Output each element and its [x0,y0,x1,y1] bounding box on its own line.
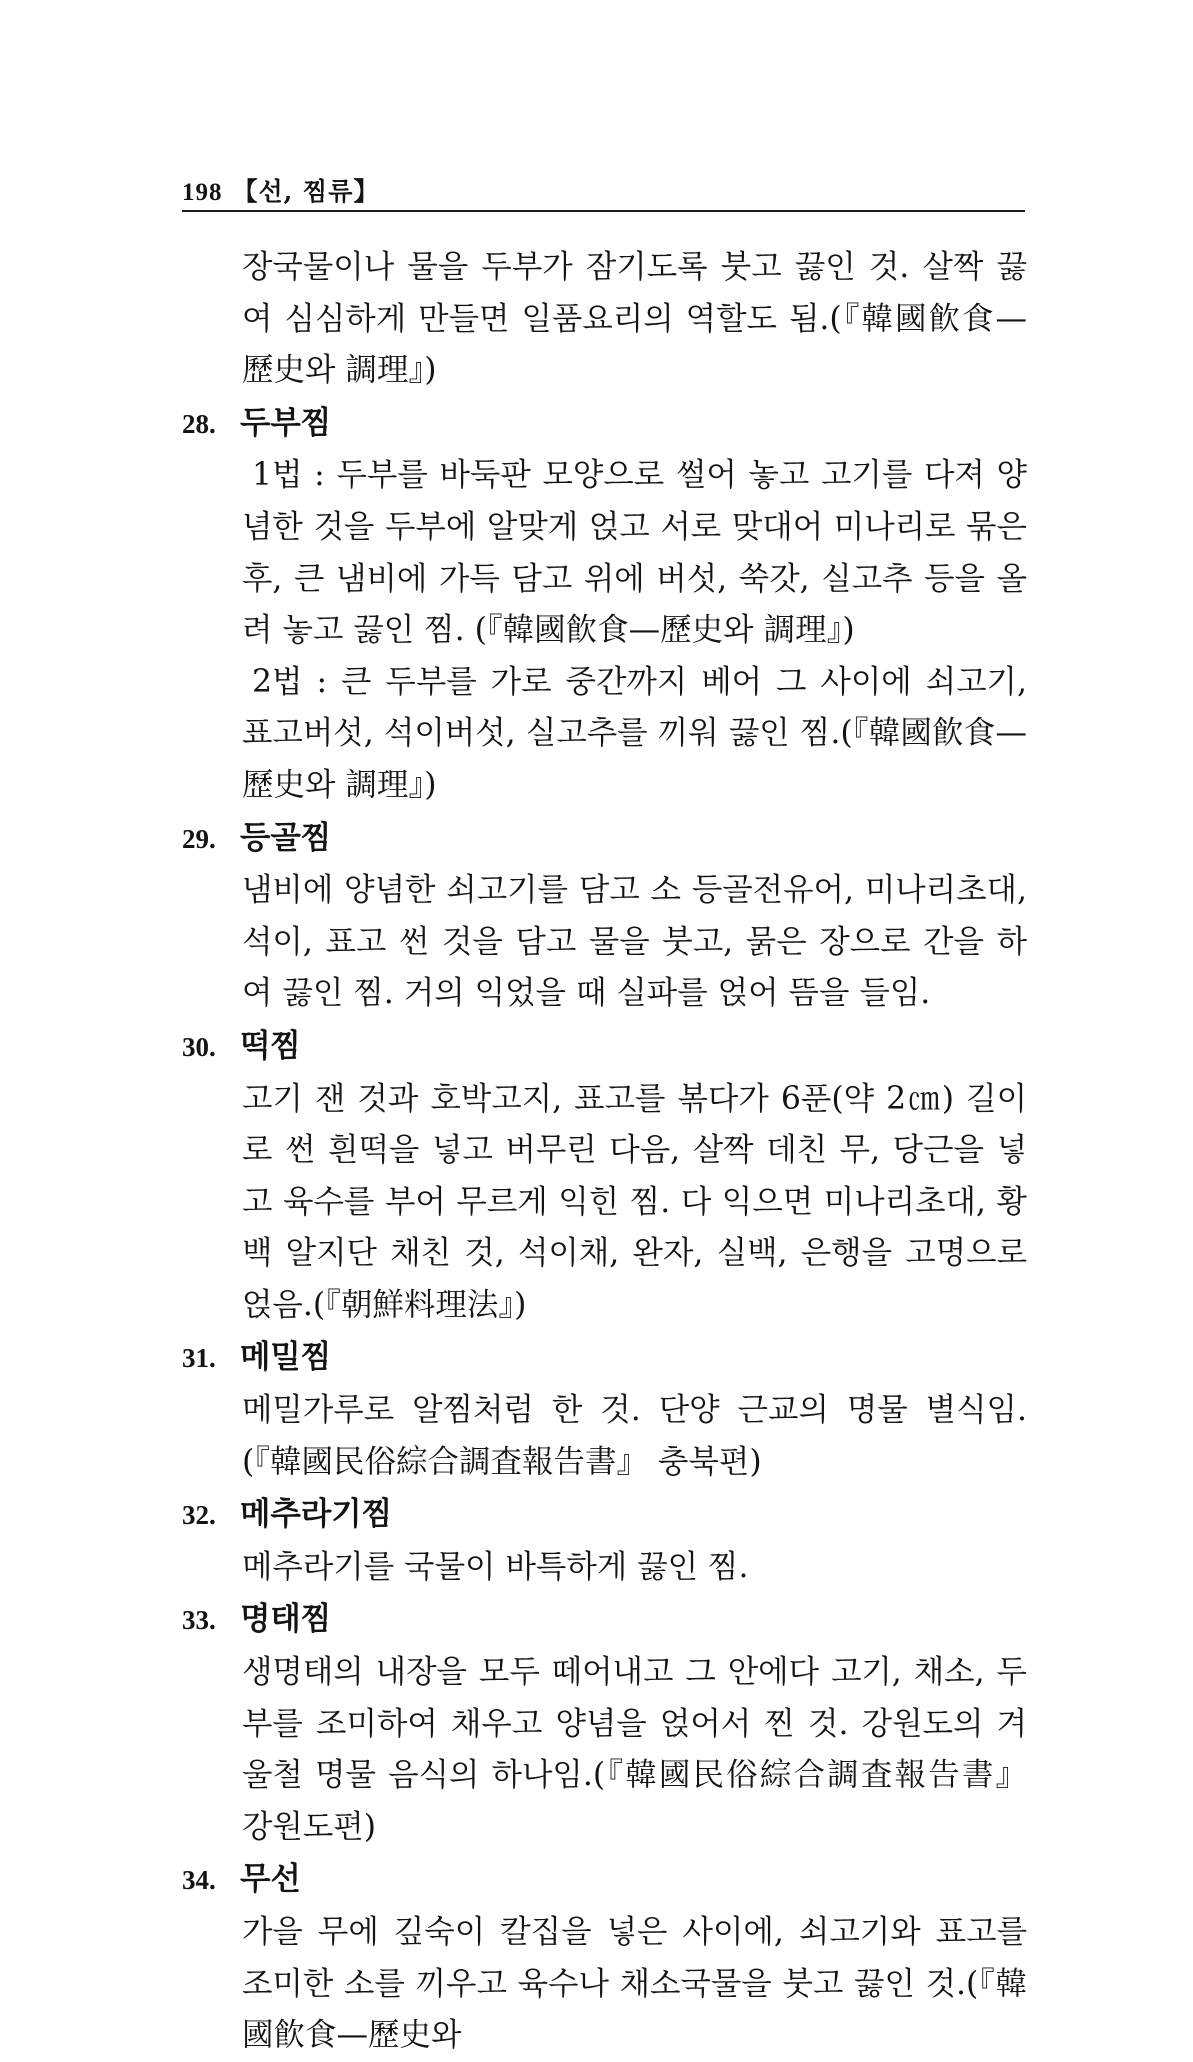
entry-title: 메추라기찜 [240,1495,393,1533]
continued-paragraph: 장국물이나 물을 두부가 잠기도록 붓고 끓인 것. 살짝 끓여 심심하게 만들면 일품요리의 역할도 됨.(『韓國飮食—歷史와 調理』) [242,249,1027,389]
entry-number: 28. [182,408,216,439]
entry-paragraph: 메밀가루로 알찜처럼 한 것. 단양 근교의 명물 별식임.(『韓國民俗綜合調査報告書』 충북편) [242,1392,1027,1480]
section-title: 【선, 찜류】 [232,177,380,206]
entry-number: 31. [182,1343,216,1374]
entry-31 [182,1331,1027,1488]
entry-heading [182,1331,1027,1385]
entry-paragraph-method-1: 1법 : 두부를 바둑판 모양으로 썰어 놓고 고기를 다져 양념한 것을 두부에 알맞게 얹고 서로 맞대어 미나리로 묶은 후, 큰 냄비에 가득 담고 위에 버섯, 쑥갓, 실고추 등을 올려 놓고 끓인 찜. (『韓國飮食—歷史와 調理』) [242,457,1027,649]
header-rule [182,210,1025,212]
entry-title: 무선 [240,1860,301,1898]
entry-number: 30. [182,1031,216,1062]
entry-number: 34. [182,1865,216,1896]
entry-paragraph: 메추라기를 국물이 바특하게 끓인 찜. [242,1548,749,1585]
entry-heading [182,1593,1027,1647]
entry-heading [182,1853,1027,1907]
entry-heading [182,1488,1027,1542]
page-number: 198 [182,179,223,206]
entry-heading [182,397,1027,451]
entry-title: 떡찜 [240,1026,301,1064]
entry-28 [182,397,1027,812]
entry-heading [182,812,1027,866]
entry-30 [182,1020,1027,1332]
entry-number: 29. [182,823,216,854]
entry-paragraph: 냄비에 양념한 쇠고기를 담고 소 등골전유어, 미나리초대, 석이, 표고 썬 것을 담고 물을 붓고, 묽은 장으로 간을 하여 끓인 찜. 거의 익었을 때 실파를 얹어 뜸을 들임. [242,872,1027,1012]
entry-number: 32. [182,1500,216,1531]
entry-paragraph: 생명태의 내장을 모두 떼어내고 그 안에다 고기, 채소, 두부를 조미하여 채우고 양념을 얹어서 찐 것. 강원도의 겨울철 명물 음식의 하나임.(『韓國民俗綜合調査報告書』 강원도편) [242,1654,1027,1845]
entry-29 [182,812,1027,1020]
entry-paragraph-method-2: 2법 : 큰 두부를 가로 중간까지 베어 그 사이에 쇠고기, 표고버섯, 석이버섯, 실고추를 끼워 끓인 찜.(『韓國飮食—歷史와 調理』) [242,663,1027,803]
entry-paragraph: 고기 잰 것과 호박고지, 표고를 볶다가 6푼(약 2㎝) 길이로 썬 흰떡을 넣고 버무린 다음, 살짝 데친 무, 당근을 넣고 육수를 부어 무르게 익힌 찜. 다 익으면 미나리초대, 황백 알지단 채친 것, 석이채, 완자, 실백, 은행을 고명으로 얹음.(『朝鮮料理法』) [242,1080,1027,1323]
entry-heading [182,1020,1027,1074]
running-head [182,172,379,208]
entry-paragraph: 가을 무에 깊숙이 칼집을 넣은 사이에, 쇠고기와 표고를 조미한 소를 끼우고 육수나 채소국물을 붓고 끓인 것.(『韓國飮食—歷史와 [242,1914,1027,2054]
entry-title: 명태찜 [240,1600,332,1638]
entry-title: 두부찜 [240,403,332,441]
entry-32 [182,1488,1027,1593]
body-text [182,242,1027,2062]
entry-33 [182,1593,1027,1853]
entry-34 [182,1853,1027,2061]
entry-title: 메밀찜 [240,1338,332,1376]
entry-title: 등골찜 [240,818,332,856]
entry-number: 33. [182,1605,216,1636]
